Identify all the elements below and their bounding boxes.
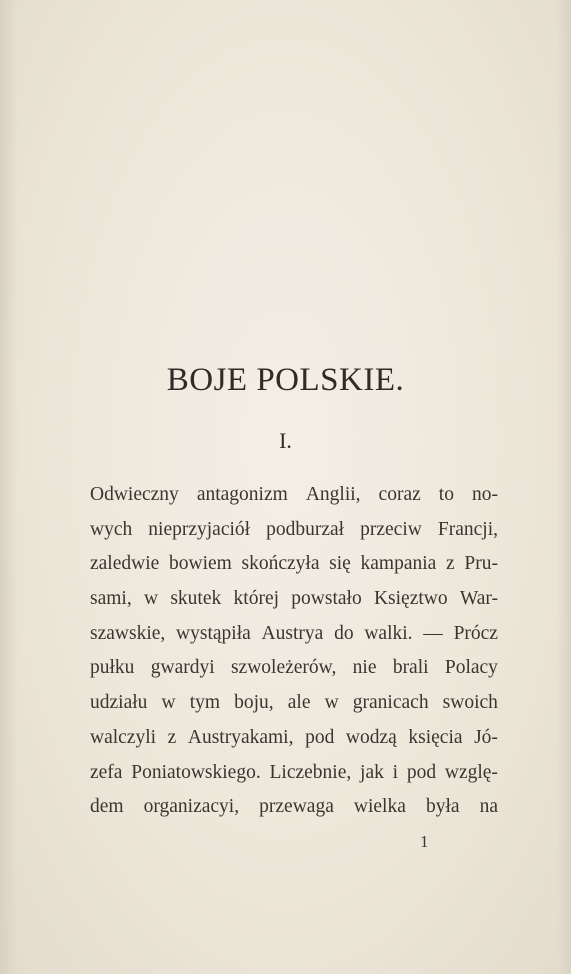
- word: pułku: [90, 657, 135, 679]
- word: Austryakami,: [187, 726, 294, 748]
- word: ale: [287, 692, 311, 714]
- text-line: [90, 756, 498, 791]
- word: nie: [352, 657, 377, 679]
- word: antagonizm: [196, 484, 288, 505]
- text-line: [90, 790, 498, 825]
- word: z: [446, 553, 455, 575]
- word: przewaga: [259, 796, 334, 818]
- word: się: [329, 553, 351, 575]
- word: organizacyi,: [143, 796, 240, 818]
- word: szawskie,: [90, 622, 166, 644]
- word: brali: [392, 657, 429, 679]
- word: tym: [189, 692, 221, 714]
- word: na: [479, 796, 498, 818]
- text-line: [90, 478, 498, 513]
- word: gwardyi: [150, 657, 215, 679]
- text-line: [90, 513, 498, 548]
- word: której: [233, 588, 280, 610]
- word: pod: [406, 761, 437, 783]
- word: i: [392, 761, 399, 783]
- word: powstało: [291, 588, 362, 610]
- page-number: 1: [420, 832, 429, 851]
- word: bowiem: [168, 553, 232, 575]
- word: Liczebnie,: [269, 761, 352, 783]
- word: Jó-: [474, 726, 498, 748]
- word: War-: [459, 588, 498, 610]
- word: wielka: [353, 796, 406, 818]
- word: skończyła: [241, 553, 320, 575]
- text-line: [90, 617, 498, 652]
- word: pod: [305, 726, 335, 748]
- word: Pru-: [464, 553, 498, 575]
- word: szwoleżerów,: [230, 657, 337, 679]
- chapter-number: I.: [279, 428, 292, 453]
- body-text: [90, 478, 498, 825]
- text-line: [90, 651, 498, 686]
- word: boju,: [234, 692, 274, 714]
- word: walczyli: [90, 726, 157, 748]
- word: była: [425, 796, 460, 818]
- word: wych: [90, 518, 133, 540]
- word: swoich: [442, 692, 498, 714]
- word: księcia: [408, 726, 463, 748]
- word: kampania: [360, 553, 437, 575]
- word: zefa: [90, 761, 123, 783]
- word: skutek: [170, 588, 222, 610]
- word: Księztwo: [373, 588, 448, 610]
- word: Francji,: [437, 518, 498, 540]
- word: —: [423, 622, 443, 644]
- word: wystąpiła: [176, 622, 251, 644]
- word: wodzą: [345, 726, 397, 748]
- word: przeciw: [360, 518, 422, 540]
- word: dem: [90, 796, 124, 818]
- word: Odwieczny: [90, 484, 179, 505]
- word: Prócz: [453, 622, 498, 644]
- word: Polacy: [444, 657, 498, 679]
- word: podburzał: [266, 518, 345, 540]
- word: w: [143, 588, 159, 610]
- word: zaledwie: [90, 553, 160, 575]
- word: sami,: [90, 588, 132, 610]
- word: coraz: [378, 484, 421, 505]
- word: no-: [471, 484, 498, 505]
- word: udziału: [90, 692, 148, 714]
- word: nieprzyjaciół: [148, 518, 251, 540]
- word: Poniatowskiego.: [131, 761, 261, 783]
- word: z: [167, 726, 177, 748]
- word: wzglę-: [444, 761, 498, 783]
- word: w: [161, 692, 176, 714]
- word: granicach: [352, 692, 429, 714]
- text-line: [90, 686, 498, 721]
- word: Anglii,: [305, 484, 361, 505]
- word: Austrya: [261, 622, 324, 644]
- text-line: [90, 547, 498, 582]
- word: w: [324, 692, 339, 714]
- chapter-heading: BOJE POLSKIE.: [166, 362, 405, 398]
- text-line: [90, 721, 498, 756]
- text-line: [90, 582, 498, 617]
- word: to: [438, 484, 454, 505]
- word: jak: [360, 761, 384, 783]
- word: do: [334, 622, 354, 644]
- word: walki.: [364, 622, 413, 644]
